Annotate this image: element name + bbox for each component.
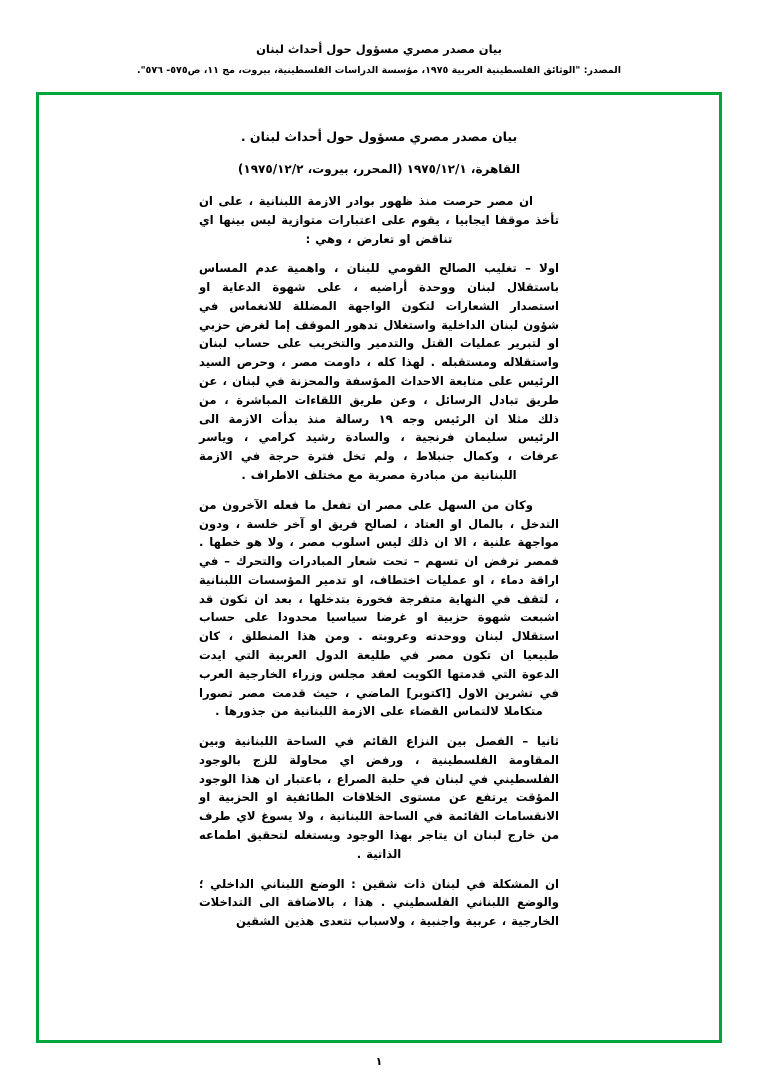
document-body [199, 192, 559, 931]
source-citation: المصدر: "الوثائق الفلسطينية العربية ١٩٧٥، مؤسسة الدراسات الفلسطينية، بيروت، مج ١١، ص٥٧٥- ٥٧٦". [136, 65, 622, 76]
paragraph: اولا – تغليب الصالح القومي للبنان ، واهمية عدم المساس باستقلال لبنان ووحدة أراضيه ، على شهوة الدعاية او استصدار الشعارات لتكون الواجهة المضللة للانغماس في شؤون لبنان الداخلية واستغلال تدهور الموقف إما لغرض حزبي او لتبرير عمليات القتل والتدمير والتخريب على حساب لبنان واستقلاله ومستقبله . لهذا كله ، داومت مصر ، وحرص السيد الرئيس على متابعة الاحداث المؤسفة والمحزنة في لبنان ، عن طريق تبادل الرسائل ، وعن طريق اللقاءات المباشرة ، من ذلك مثلا ان الرئيس وجه ١٩ رسالة منذ بدأت الازمة الى الرئيس سليمان فرنجية ، والسادة رشيد كرامي ، وياسر عرفات ، وكمال جنبلاط ، ولم تخل فترة حرجة في الازمة اللبنانية من مبادرة مصرية مع مختلف الاطراف . [199, 261, 559, 482]
page-number: ١ [375, 1055, 383, 1068]
document-dateline: القاهرة، ١٩٧٥/١٢/١ (المحرر، بيروت، ١٩٧٥/١٢/٢) [237, 162, 521, 176]
paragraph: وكان من السهل على مصر ان تفعل ما فعله الآخرون من التدخل ، بالمال او العتاد ، لصالح فريق او آخر خلسة ، ودون مواجهة علنية ، الا ان ذلك ليس اسلوب مصر ، ولا هو خطها . فمصر ترفض ان تسهم – تحت شعار المبادرات والتحرك – في اراقة دماء ، او عمليات اختطاف، او تدمير المؤسسات اللبنانية ، لتقف في النهاية متفرجة فخورة بتدخلها ، بعد ان تكون قد اشبعت شهوة حزبية او غرضا سياسيا محدودا على حساب استقلال لبنان ووحدته وعروبته . ومن هذا المنطلق ، كان طبيعيا ان تكون مصر في طليعة الدول العربية التي ايدت الدعوة التي قدمتها الكويت لعقد مجلس وزراء الخارجية العرب في تشرين الاول [اكتوبر] الماضي ، حيث قدمت مصر تصورا متكاملا لالتماس القضاء على الازمة اللبنانية من جذورها . [199, 497, 559, 719]
paragraph: ثانيا – الفصل بين النزاع القائم في الساحة اللبنانية وبين المقاومة الفلسطينية ، ورفض اي محاولة للزج بالوجود الفلسطيني في لبنان في حلبة الصراع ، باعتبار ان هذا الوجود المؤقت يرتفع عن مستوى الخلافات الطائفية او الحزبية او الانقسامات القائمة في الساحة اللبنانية ، ولا يسوغ لاي طرف من خارج لبنان ان يتاجر بهذا الوجود ويستغله لتحقيق اطماعه الذاتية . [199, 734, 559, 861]
page-header [36, 36, 722, 92]
document-title: بيان مصدر مصري مسؤول حول أحداث لبنان . [240, 129, 518, 144]
paragraph: ان المشكلة في لبنان ذات شقين : الوضع اللبناني الداخلي ؛ والوضع اللبناني الفلسطيني . هذا ، بالاضافة الى التداخلات الخارجية ، عربية واجنبية ، ولاسباب تتعدى هذين الشقين [199, 876, 559, 929]
page-title: بيان مصدر مصري مسؤول حول أحداث لبنان [256, 42, 502, 56]
paragraph: ان مصر حرصت منذ ظهور بوادر الازمة اللبنانية ، على ان تأخذ موقفا ايجابيا ، يقوم على اعتبارات متوازية ليس بينها اي تناقض او تعارض ، وهي : [199, 194, 559, 246]
document-frame [36, 92, 722, 1043]
